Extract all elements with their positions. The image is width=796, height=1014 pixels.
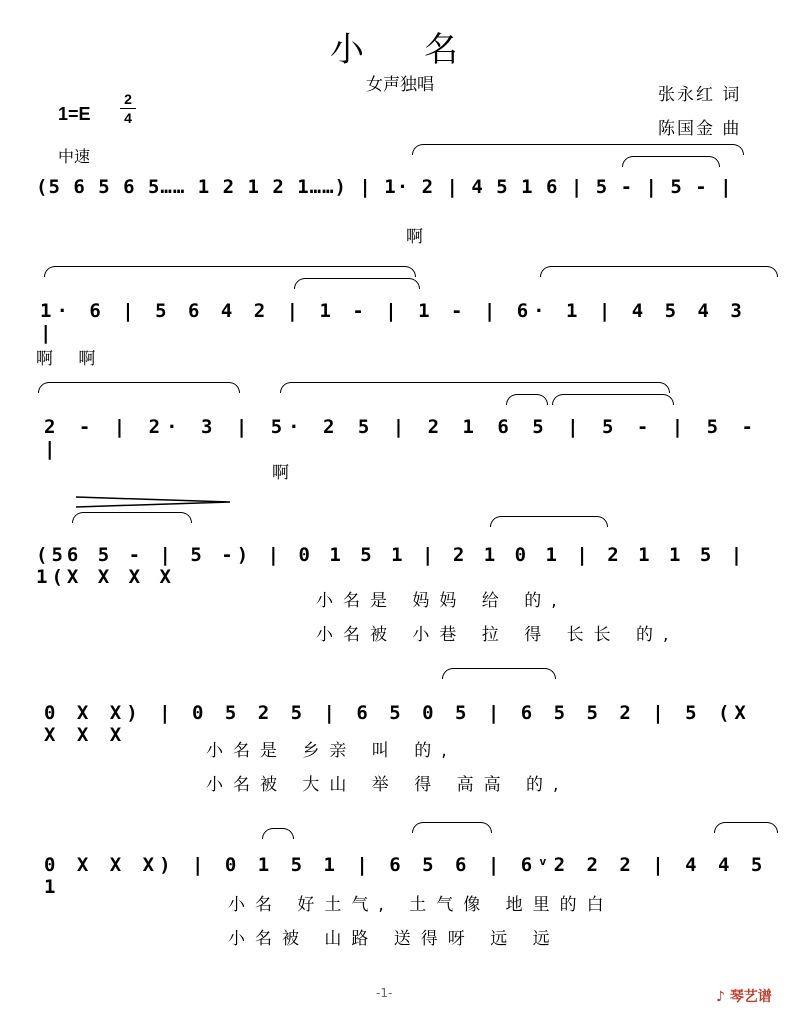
lyric-line-3: 啊 xyxy=(272,463,299,483)
notes-line-3: 2 - | 2· 3 | 5· 2 5 | 2 1 6 5 | 5 - | 5 - | xyxy=(44,416,759,460)
page-number: -1- xyxy=(376,986,393,1000)
key-signature: 1=E xyxy=(58,104,91,124)
tempo-marking: 中速 xyxy=(58,147,91,166)
slur xyxy=(506,394,548,405)
slur xyxy=(72,512,192,523)
notes-line-2: 1· 6 | 5 6 4 2 | 1 - | 1 - | 6· 1 | 4 5 4 3 | xyxy=(40,300,747,344)
time-top: 2 xyxy=(120,90,136,109)
slur xyxy=(38,382,240,393)
slur xyxy=(44,266,416,277)
subtitle: 女声独唱 xyxy=(366,75,434,95)
notes-line-1: (5 6 5 6 5…… 1 2 1 2 1……) | 1· 2 | 4 5 1 6 | 5 - | 5 - | xyxy=(36,176,733,198)
score-line-4 xyxy=(36,536,776,645)
notes-line-4: (56 5 - | 5 -) | 0 1 5 1 | 2 1 0 1 | 2 1 1 5 | 1(X X X X xyxy=(36,544,747,588)
site-logo xyxy=(716,986,772,1006)
lyric-line-1: 啊 xyxy=(406,227,433,247)
slur xyxy=(412,822,492,833)
lyric-line-4a: 小名是 妈妈 给 的, xyxy=(316,591,567,611)
lyric-line-6b: 小名被 山路 送得呀 远 远 xyxy=(228,929,560,949)
score-line-5 xyxy=(36,694,776,795)
composer-credit: 陈国金 曲 xyxy=(658,119,742,139)
crescendo-mark xyxy=(76,494,230,508)
lyric-line-2: 啊 啊 xyxy=(36,349,106,369)
slur xyxy=(490,516,608,527)
score-line-1 xyxy=(36,168,776,247)
logo-text: 琴艺谱 xyxy=(729,989,772,1005)
lyric-line-4b: 小名被 小巷 拉 得 长长 的, xyxy=(316,625,679,645)
lyricist-credit: 张永红 词 xyxy=(658,85,742,105)
time-signature xyxy=(120,90,136,127)
slur xyxy=(262,828,294,839)
score-line-6 xyxy=(36,846,776,949)
hairpin-icon xyxy=(76,495,230,509)
lyric-line-5b: 小名被 大山 举 得 高高 的, xyxy=(206,775,569,795)
notes-line-6: 0 X X X) | 0 1 5 1 | 6 5 6 | 6ᵛ2 2 2 | 4 4 5 1 xyxy=(44,854,768,898)
page-title: 小名 xyxy=(330,30,518,70)
notes-line-5: 0 X X) | 0 5 2 5 | 6 5 0 5 | 6 5 5 2 | 5 (X X X X xyxy=(44,702,751,746)
slur xyxy=(442,668,556,679)
slur xyxy=(294,278,420,289)
lyric-line-6a: 小名 好土气, 土气像 地里的白 xyxy=(228,895,614,915)
slur xyxy=(714,822,778,833)
logo-icon: ♪ xyxy=(716,989,725,1005)
slur xyxy=(280,382,670,393)
lyric-line-5a: 小名是 乡亲 叫 的, xyxy=(206,741,457,761)
score-line-3 xyxy=(36,408,776,483)
slur xyxy=(540,266,778,277)
time-bottom: 4 xyxy=(124,110,132,126)
score-line-2 xyxy=(36,292,776,369)
slur xyxy=(552,394,674,405)
slur xyxy=(412,144,744,155)
slur xyxy=(622,156,720,167)
